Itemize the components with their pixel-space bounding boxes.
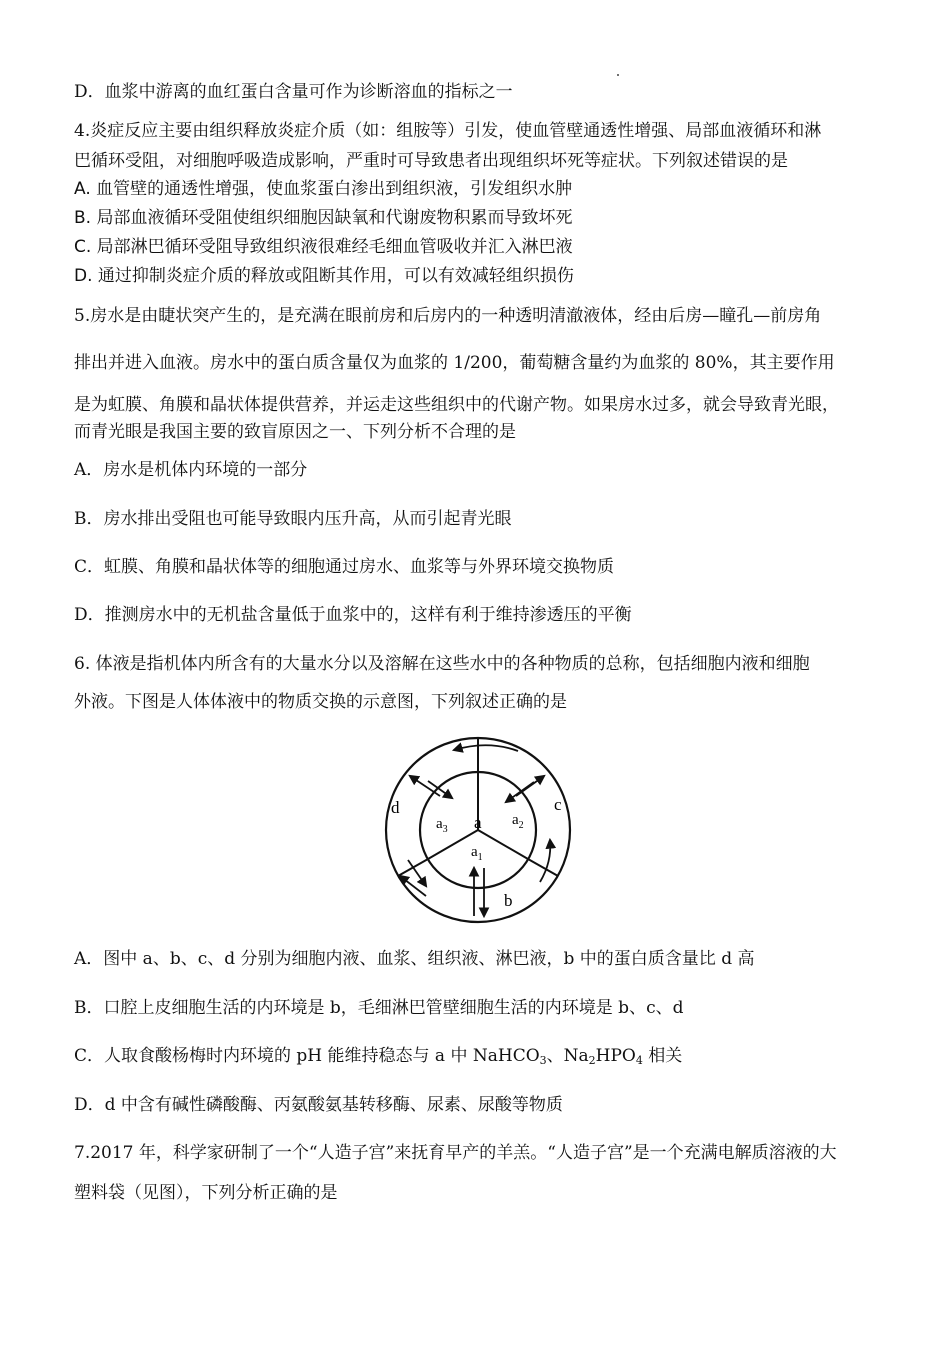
q6-option-c-sub-2: 2: [588, 1054, 596, 1067]
q5-stem-line-1: 5.房水是由睫状突产生的，是充满在眼前房和后房内的一种透明清澈液体，经由后房—瞳孔—前房角: [74, 306, 822, 326]
q5-stem-line-4: 而青光眼是我国主要的致盲原因之一、下列分析不合理的是: [74, 422, 516, 442]
label-b: b: [504, 891, 513, 910]
arrow-icon: [454, 745, 518, 751]
q4-option-d[interactable]: D. 通过抑制炎症介质的释放或阻断其作用，可以有效减轻组织损伤: [74, 266, 574, 286]
q6-option-b[interactable]: B．口腔上皮细胞生活的内环境是 b，毛细淋巴管壁细胞生活的内环境是 b、c、d: [74, 998, 684, 1018]
q4-option-b[interactable]: B. 局部血液循环受阻使组织细胞因缺氧和代谢废物积累而导致坏死: [74, 208, 573, 228]
arrow-icon: [506, 782, 534, 802]
q4-option-a[interactable]: A. 血管壁的通透性增强，使血浆蛋白渗出到组织液，引发组织水肿: [74, 179, 573, 199]
q5-option-b[interactable]: B．房水排出受阻也可能导致眼内压升高，从而引起青光眼: [74, 509, 512, 529]
arrow-icon: [540, 840, 550, 882]
q6-stem-line-2: 外液。下图是人体体液中的物质交换的示意图，下列叙述正确的是: [74, 692, 567, 712]
q5-option-d[interactable]: D．推测房水中的无机盐含量低于血浆中的，这样有利于维持渗透压的平衡: [74, 605, 632, 625]
arrow-icon: [516, 776, 544, 796]
q6-stem-line-1: 6. 体液是指机体内所含有的大量水分以及溶解在这些水中的各种物质的总称，包括细胞内液和细胞: [74, 654, 810, 674]
q7-stem-line-1: 7.2017 年，科学家研制了一个“人造子宫”来抚育早产的羊羔。“人造子宫”是一个充满电解质溶液的大: [74, 1143, 837, 1163]
label-a1: $a_1$: [471, 844, 483, 863]
q5-stem-line-3: 是为虹膜、角膜和晶状体提供营养，并运走这些组织中的代谢产物。如果房水过多，就会导致青光眼，: [74, 395, 839, 415]
q6-option-c[interactable]: [74, 1045, 682, 1067]
q6-option-c-text-3: HPO: [595, 1046, 636, 1066]
q7-stem-line-2: 塑料袋（见图），下列分析正确的是: [74, 1183, 338, 1203]
q6-option-c-sub-1: 3: [539, 1054, 547, 1067]
q6-option-a[interactable]: A．图中 a、b、c、d 分别为细胞内液、血浆、组织液、淋巴液，b 中的蛋白质含量比 d 高: [74, 949, 755, 969]
label-a2: $a_2$: [512, 812, 524, 831]
q3-option-d[interactable]: D．血浆中游离的血红蛋白含量可作为诊断溶血的指标之一: [74, 82, 513, 102]
body-fluid-exchange-diagram: [378, 736, 578, 926]
q5-option-a[interactable]: A．房水是机体内环境的一部分: [74, 460, 308, 480]
arrow-icon: [408, 860, 426, 886]
q6-option-d[interactable]: D．d 中含有碱性磷酸酶、丙氨酸氨基转移酶、尿素、尿酸等物质: [74, 1095, 563, 1115]
q5-stem-line-2: 排出并进入血液。房水中的蛋白质含量仅为血浆的 1/200，葡萄糖含量约为血浆的 80%，其主要作用: [74, 353, 835, 373]
q4-stem-line-2: 巴循环受阻，对细胞呼吸造成影响，严重时可导致患者出现组织坏死等症状。下列叙述错误的是: [74, 151, 788, 171]
label-a3: $a_3$: [436, 816, 448, 835]
q4-option-c[interactable]: C. 局部淋巴循环受阻导致组织液很难经毛细血管吸收并汇入淋巴液: [74, 237, 573, 257]
q6-option-c-sub-3: 4: [635, 1054, 643, 1067]
q6-option-c-text-2: 、Na: [546, 1046, 589, 1066]
label-c: c: [554, 795, 562, 814]
q4-stem-line-1: 4.炎症反应主要由组织释放炎症介质（如：组胺等）引发，使血管壁通透性增强、局部血液循环和淋: [74, 121, 822, 141]
q5-option-c[interactable]: C．虹膜、角膜和晶状体等的细胞通过房水、血浆等与外界环境交换物质: [74, 557, 615, 577]
divider-line: [528, 859, 558, 876]
label-d: d: [391, 798, 400, 817]
q6-option-c-text-1: C．人取食酸杨梅时内环境的 pH 能维持稳态与 a 中 NaHCO: [74, 1046, 540, 1066]
q6-option-c-text-4: 相关: [642, 1046, 683, 1066]
scan-dot: [617, 74, 619, 76]
divider-line: [478, 830, 528, 859]
label-a: a: [474, 813, 482, 832]
